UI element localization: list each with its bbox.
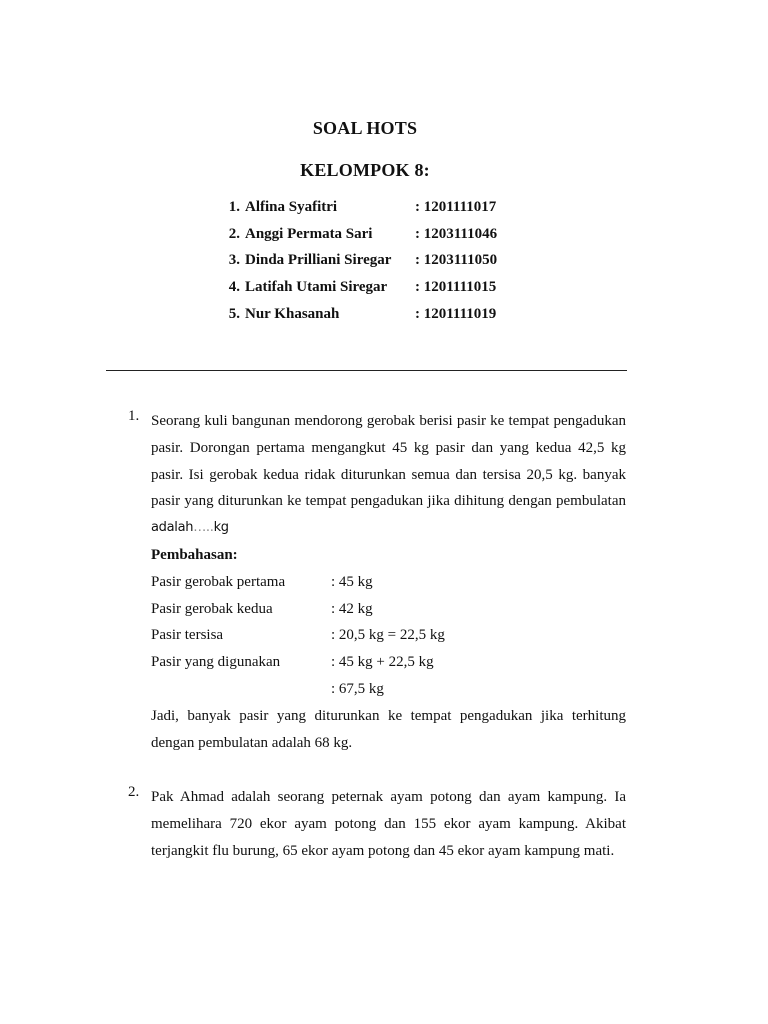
member-number: 3. bbox=[228, 252, 240, 269]
member-row bbox=[222, 306, 522, 333]
member-number: 1. bbox=[228, 199, 240, 215]
question-line: memelihara 720 ekor ayam potong dan 155 ekor ayam kampung. Akibat bbox=[151, 815, 626, 832]
answer-prefix: adalah bbox=[151, 520, 194, 536]
work-value: : 45 kg bbox=[331, 573, 373, 590]
work-row bbox=[151, 569, 626, 596]
question-line: Seorang kuli bangunan mendorong gerobak berisi pasir ke tempat pengadukan bbox=[151, 413, 626, 429]
document-title: SOAL HOTS bbox=[312, 118, 418, 138]
horizontal-divider bbox=[106, 370, 627, 371]
member-name: Nur Khasanah bbox=[245, 305, 340, 322]
answer-unit: kg bbox=[213, 520, 229, 536]
answer-blank-line bbox=[151, 515, 626, 542]
member-name: Latifah Utami Siregar bbox=[245, 279, 388, 296]
member-list bbox=[222, 199, 522, 332]
work-value: : 42 kg bbox=[331, 600, 373, 617]
member-number: 2. bbox=[228, 225, 240, 242]
work-row bbox=[151, 676, 626, 703]
question-body bbox=[151, 408, 626, 756]
work-label: Pasir gerobak pertama bbox=[151, 573, 286, 590]
member-number: 4. bbox=[228, 279, 240, 296]
member-name: Anggi Permata Sari bbox=[245, 225, 373, 242]
member-id: : 1201111019 bbox=[415, 305, 497, 322]
discussion-label: Pembahasan: bbox=[151, 546, 238, 563]
member-name: Alfina Syafitri bbox=[245, 199, 338, 215]
conclusion-line: dengan pembulatan adalah 68 kg. bbox=[151, 734, 353, 751]
work-row bbox=[151, 622, 626, 649]
work-label: Pasir tersisa bbox=[151, 627, 224, 644]
work-label: Pasir gerobak kedua bbox=[151, 600, 273, 617]
member-id: : 1201111015 bbox=[415, 279, 497, 296]
conclusion-line: Jadi, banyak pasir yang diturunkan ke tempat pengadukan jika terhitung bbox=[151, 707, 626, 724]
work-label: Pasir yang digunakan bbox=[151, 654, 281, 671]
member-row bbox=[222, 199, 522, 226]
question-line: pasir. Isi gerobak kedua ridak diturunkan semua dan tersisa 20,5 kg. banyak bbox=[151, 466, 626, 483]
question-line: pasir. Dorongan pertama mengangkut 45 kg pasir dan yang kedua 42,5 kg bbox=[151, 439, 626, 456]
work-value: : 45 kg + 22,5 kg bbox=[331, 654, 434, 671]
member-row bbox=[222, 252, 522, 279]
group-title: KELOMPOK 8: bbox=[300, 160, 430, 180]
member-row bbox=[222, 226, 522, 253]
work-value: : 67,5 kg bbox=[331, 680, 384, 697]
answer-dots: ….. bbox=[193, 520, 214, 536]
work-row bbox=[151, 649, 626, 676]
work-value: : 20,5 kg = 22,5 kg bbox=[331, 627, 445, 644]
question-line: Pak Ahmad adalah seorang peternak ayam potong dan ayam kampung. Ia bbox=[151, 789, 626, 805]
member-id: : 1203111050 bbox=[415, 252, 498, 269]
member-id: : 1201111017 bbox=[415, 199, 497, 215]
question-body bbox=[151, 784, 626, 864]
question-line: terjangkit flu burung, 65 ekor ayam potong dan 45 ekor ayam kampung mati. bbox=[151, 842, 615, 859]
question-line: pasir yang diturunkan ke tempat pengadukan jika dihitung dengan pembulatan bbox=[151, 493, 626, 510]
member-name: Dinda Prilliani Siregar bbox=[245, 252, 392, 269]
member-row bbox=[222, 279, 522, 306]
question-number: 1. bbox=[128, 408, 140, 424]
member-number: 5. bbox=[228, 305, 240, 322]
member-id: : 1203111046 bbox=[415, 225, 498, 242]
work-row bbox=[151, 596, 626, 623]
question-number: 2. bbox=[128, 784, 140, 800]
